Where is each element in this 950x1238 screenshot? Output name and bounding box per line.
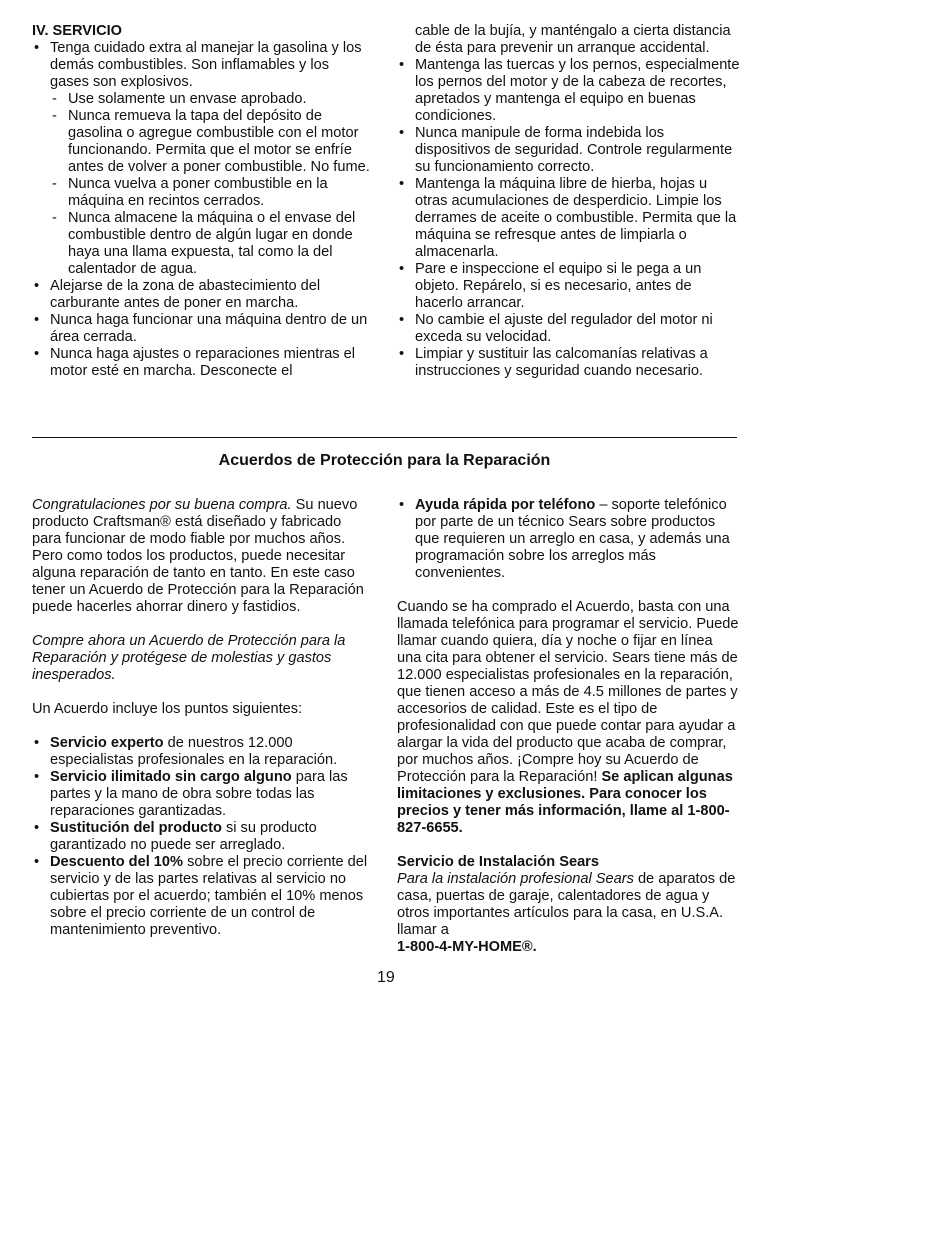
- list-item: • Mantenga la máquina libre de hierba, hojas u otras acumulaciones de desperdicio. Limpie los derrames de aceite o combustible. Permita que la máquina se refresque antes de limpiarla o almacenarla.: [397, 176, 740, 261]
- benefit-title: Servicio experto: [50, 735, 164, 751]
- benefits-list-continued: [397, 497, 740, 582]
- installation-text: de aparatos de casa, puertas de garaje, calentadores de agua y otros importantes artículos para la casa, en U.S.A. llamar a: [397, 871, 736, 938]
- benefit-text: sobre el precio corriente del servicio y de las partes relativas al servicio no cubiertas por el acuerdo; también el 10% menos sobre el precio corriente de un control de mantenimiento preventivo.: [50, 854, 368, 938]
- benefit-text: de nuestros 12.000 especialistas profesionales en la reparación.: [50, 735, 338, 768]
- installation-heading: Servicio de Instalación Sears: [397, 854, 599, 870]
- acuerdos-right-column: [397, 497, 740, 956]
- list-item: - Nunca almacene la máquina o el envase del combustible dentro de algún lugar en donde haya una llama expuesta, tal como la del calentador de agua.: [32, 210, 372, 278]
- installation-paragraph: [397, 871, 740, 939]
- servicio-right-column: [397, 23, 740, 380]
- list-item: [32, 769, 372, 820]
- limitations-text: Se aplican algunas limitaciones y exclusiones. Para conocer los precios y tener más información, llame al 1-800-827-6655.: [397, 769, 733, 836]
- list-item: • Nunca haga funcionar una máquina dentro de un área cerrada.: [32, 312, 372, 346]
- list-item: - Nunca vuelva a poner combustible en la máquina en recintos cerrados.: [32, 176, 372, 210]
- list-item: • Mantenga las tuercas y los pernos, especialmente los pernos del motor y de la cabeza de recortes, apretados y mantenga el equipo en buenas condiciones.: [397, 57, 740, 125]
- benefit-text: si su producto garantizado no puede ser arreglado.: [50, 820, 317, 853]
- intro-italic: Congratulaciones por su buena compra.: [32, 497, 292, 513]
- page-number: 19: [377, 969, 395, 986]
- purchase-text: Cuando se ha comprado el Acuerdo, basta con una llamada telefónica para programar el servicio. Puede llamar cuando quiera, día y noche o fijar en línea una cita para obtener el servicio. Sears tiene más de 12.000 especialistas profesionales en la reparación, que tienen acceso a más de 4.5 millones de partes y accesorios de calidad. Este es el tipo de profesionalidad con que puede contar para ayudar a alargar la vida del producto que acaba de comprar, por muchos años. ¡Compre hoy su Acuerdo de Protección para la Reparación!: [397, 599, 739, 785]
- section-title: Acuerdos de Protección para la Reparación: [218, 452, 551, 469]
- servicio-list-continued: [397, 23, 740, 380]
- benefit-text: – soporte telefónico por parte de un técnico Sears sobre productos que requieren un arreglo en casa, y además una programación sobre los arreglos más convenientes.: [415, 497, 730, 581]
- list-item: • Tenga cuidado extra al manejar la gasolina y los demás combustibles. Son inflamables y los gases son explosivos.: [32, 40, 372, 91]
- benefit-text: para las partes y la mano de obra sobre todas las reparaciones garantizadas.: [50, 769, 348, 819]
- benefit-title: Servicio ilimitado sin cargo alguno: [50, 769, 292, 785]
- includes-paragraph: Un Acuerdo incluye los puntos siguientes:: [32, 701, 303, 717]
- list-item: [32, 820, 372, 854]
- benefit-title: Ayuda rápida por teléfono: [415, 497, 596, 513]
- offer-paragraph: Compre ahora un Acuerdo de Protección para la Reparación y protégese de molestias y gastos inesperados.: [32, 633, 346, 683]
- installation-phone: 1-800-4-MY-HOME®.: [397, 939, 537, 955]
- acuerdos-left-column: [32, 497, 372, 939]
- benefits-list: [32, 735, 372, 939]
- section-heading: IV. SERVICIO: [32, 23, 123, 39]
- list-item: • Pare e inspeccione el equipo si le pega a un objeto. Repárelo, si es necesario, antes de hacerlo arrancar.: [397, 261, 740, 312]
- benefit-title: Descuento del 10%: [50, 854, 184, 870]
- list-item: • Limpiar y sustituir las calcomanías relativas a instrucciones y seguridad cuando necesario.: [397, 346, 740, 380]
- list-item: - Nunca remueva la tapa del depósito de gasolina o agregue combustible con el motor funcionando. Permita que el motor se enfríe antes de volver a poner combustible. No fume.: [32, 108, 372, 176]
- list-item-continuation: cable de la bujía, y manténgalo a cierta distancia de ésta para prevenir un arranque accidental.: [415, 23, 731, 56]
- purchase-paragraph: [397, 599, 740, 837]
- list-item: [32, 854, 372, 939]
- list-item: • Nunca manipule de forma indebida los dispositivos de seguridad. Controle regularmente su funcionamiento correcto.: [397, 125, 740, 176]
- installation-italic: Para la instalación profesional Sears: [397, 871, 634, 887]
- list-item: [32, 735, 372, 769]
- benefit-title: Sustitución del producto: [50, 820, 222, 836]
- section-divider: [32, 437, 737, 438]
- list-item: [397, 497, 740, 582]
- list-item: • Nunca haga ajustes o reparaciones mientras el motor esté en marcha. Desconecte el: [32, 346, 372, 380]
- servicio-list: [32, 40, 372, 380]
- list-item: • No cambie el ajuste del regulador del motor ni exceda su velocidad.: [397, 312, 740, 346]
- intro-text: Su nuevo producto Craftsman® está diseñado y fabricado para funcionar de modo fiable por muchos años. Pero como todos los productos, puede necesitar alguna reparación de tanto en tanto. En este caso tener un Acuerdo de Protección para la Reparación puede hacerles ahorrar dinero y fastidios.: [32, 497, 364, 615]
- intro-paragraph: [32, 497, 372, 616]
- list-item: • Alejarse de la zona de abastecimiento del carburante antes de poner en marcha.: [32, 278, 372, 312]
- list-item: - Use solamente un envase aprobado.: [32, 91, 372, 108]
- servicio-left-column: [32, 23, 372, 380]
